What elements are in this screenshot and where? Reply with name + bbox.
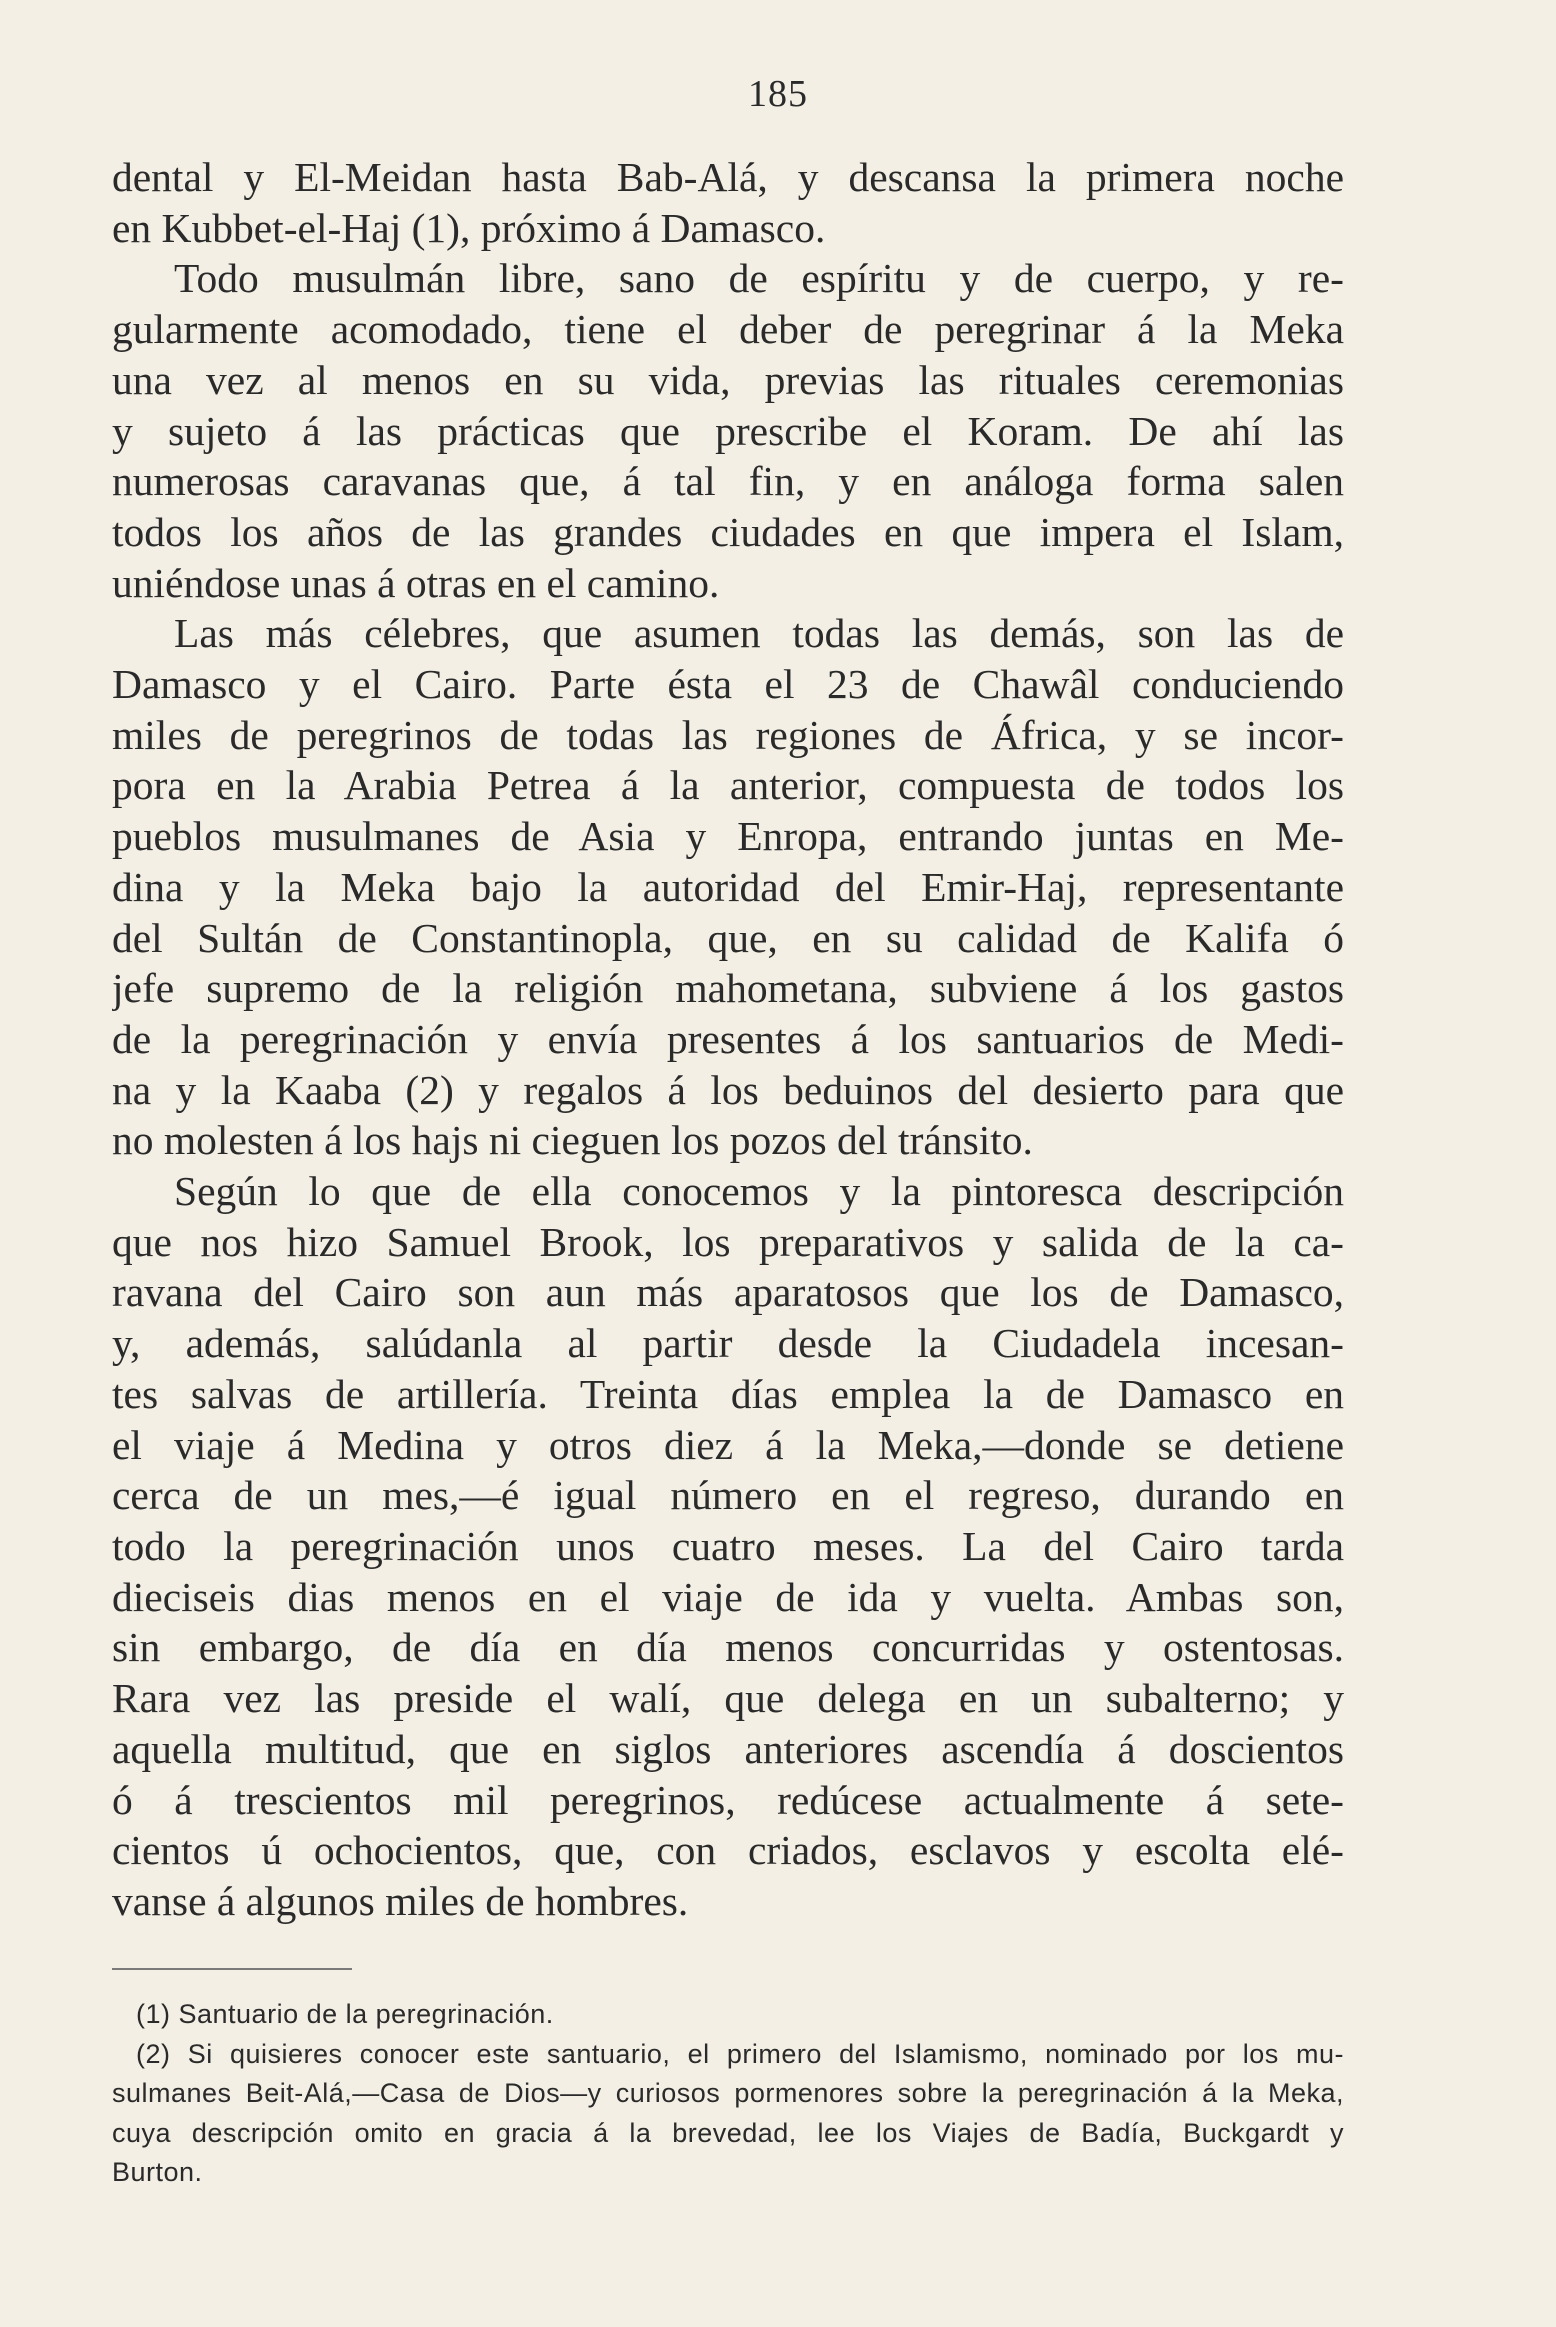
text-line: cerca de un mes,—é igual número en el regreso, durando en bbox=[112, 1472, 1344, 1519]
footnotes bbox=[112, 1995, 1344, 2193]
body-text bbox=[112, 152, 1344, 1927]
footnote-line: cuya descripción omito en gracia á la brevedad, lee los Viajes de Badía, Buckgardt y bbox=[112, 2117, 1344, 2148]
footnote-line: Burton. bbox=[112, 2157, 203, 2187]
text-line: dina y la Meka bajo la autoridad del Emir-Haj, representante bbox=[112, 863, 1344, 910]
text-line: todos los años de las grandes ciudades en que impera el Islam, bbox=[112, 508, 1344, 555]
text-line: una vez al menos en su vida, previas las rituales ceremonias bbox=[112, 356, 1344, 403]
text-line: miles de peregrinos de todas las regiones de África, y se incor- bbox=[112, 711, 1344, 758]
text-line: ravana del Cairo son aun más aparatosos que los de Damasco, bbox=[112, 1269, 1344, 1316]
text-line: dieciseis dias menos en el viaje de ida y vuelta. Ambas son, bbox=[112, 1573, 1344, 1620]
footnote-line: (1) Santuario de la peregrinación. bbox=[136, 1999, 554, 2029]
text-line: en Kubbet-el-Haj (1), próximo á Damasco. bbox=[112, 204, 826, 251]
text-line: que nos hizo Samuel Brook, los preparativos y salida de la ca- bbox=[112, 1218, 1344, 1265]
text-line: cientos ú ochocientos, que, con criados, esclavos y escolta elé- bbox=[112, 1827, 1344, 1874]
text-line: ó á trescientos mil peregrinos, redúcese actualmente á sete- bbox=[112, 1776, 1344, 1823]
text-line: sin embargo, de día en día menos concurridas y ostentosas. bbox=[112, 1624, 1344, 1671]
text-line: pora en la Arabia Petrea á la anterior, compuesta de todos los bbox=[112, 762, 1344, 809]
text-line: y, además, salúdanla al partir desde la Ciudadela incesan- bbox=[112, 1320, 1344, 1367]
footnote-line: sulmanes Beit-Alá,—Casa de Dios—y curiosos pormenores sobre la peregrinación á la Meka, bbox=[112, 2078, 1344, 2108]
footnote-line: (2) Si quisieres conocer este santuario, el primero del Islamismo, nominado por los mu- bbox=[136, 2038, 1344, 2069]
text-line: jefe supremo de la religión mahometana, subviene á los gastos bbox=[112, 965, 1344, 1012]
text-line: vanse á algunos miles de hombres. bbox=[112, 1877, 689, 1924]
text-line: no molesten á los hajs ni cieguen los pozos del tránsito. bbox=[112, 1117, 1033, 1164]
text-line: aquella multitud, que en siglos anteriores ascendía á doscientos bbox=[112, 1725, 1344, 1772]
text-line: numerosas caravanas que, á tal fin, y en análoga forma salen bbox=[112, 458, 1344, 505]
text-line: Las más célebres, que asumen todas las demás, son las de bbox=[174, 610, 1344, 657]
text-line: pueblos musulmanes de Asia y Enropa, entrando juntas en Me- bbox=[112, 813, 1344, 860]
text-line: Todo musulmán libre, sano de espíritu y de cuerpo, y re- bbox=[174, 255, 1344, 302]
text-line: dental y El-Meidan hasta Bab-Alá, y descansa la primera noche bbox=[112, 154, 1344, 200]
text-line: na y la Kaaba (2) y regalos á los beduinos del desierto para que bbox=[112, 1066, 1344, 1113]
text-line: el viaje á Medina y otros diez á la Meka,—donde se detiene bbox=[112, 1421, 1344, 1468]
text-line: Damasco y el Cairo. Parte ésta el 23 de Chawâl conduciendo bbox=[112, 661, 1344, 708]
text-line: tes salvas de artillería. Treinta días emplea la de Damasco en bbox=[112, 1370, 1344, 1417]
text-line: y sujeto á las prácticas que prescribe el Koram. De ahí las bbox=[112, 407, 1344, 454]
text-line: todo la peregrinación unos cuatro meses. La del Cairo tarda bbox=[112, 1522, 1344, 1569]
text-line: uniéndose unas á otras en el camino. bbox=[112, 559, 720, 606]
text-line: de la peregrinación y envía presentes á los santuarios de Medi- bbox=[112, 1015, 1344, 1062]
text-line: del Sultán de Constantinopla, que, en su calidad de Kalifa ó bbox=[112, 914, 1344, 961]
text-line: Rara vez las preside el walí, que delega en un subalterno; y bbox=[112, 1675, 1344, 1722]
footnote-divider bbox=[112, 1968, 352, 1970]
text-line: gularmente acomodado, tiene el deber de peregrinar á la Meka bbox=[112, 306, 1344, 353]
text-line: Según lo que de ella conocemos y la pintoresca descripción bbox=[174, 1168, 1344, 1215]
page-number: 185 bbox=[748, 73, 808, 115]
